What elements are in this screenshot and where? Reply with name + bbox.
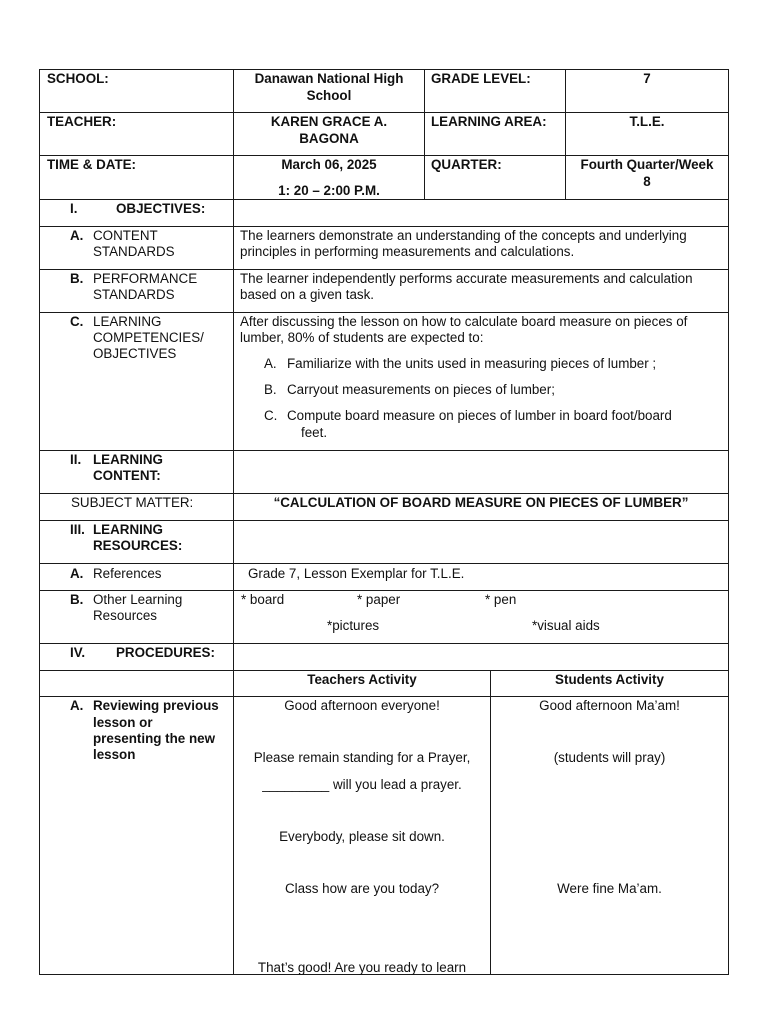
objectives-number: I.: [70, 201, 78, 216]
school-name-line2: School: [306, 88, 352, 103]
objective-item-letter: B.: [264, 382, 277, 397]
row-divider: [39, 312, 729, 313]
section-a-label-line4: lesson: [93, 747, 136, 762]
competencies-label-line1: LEARNING: [93, 314, 162, 329]
references-letter: A.: [70, 566, 84, 581]
objective-item-text: Carryout measurements on pieces of lumber;: [287, 382, 555, 397]
students-activity-header: Students Activity: [555, 672, 664, 687]
teacher-line: That’s good! Are you ready to learn: [257, 960, 467, 975]
subject-matter-label: SUBJECT MATTER:: [71, 495, 194, 510]
row-divider: [39, 226, 729, 227]
learning-content-heading-line2: CONTENT:: [93, 468, 161, 483]
objective-item-letter: C.: [264, 408, 278, 423]
competencies-label-line2: COMPETENCIES/: [93, 330, 204, 345]
resource-item: * paper: [357, 592, 401, 607]
student-line: (students will pray): [553, 750, 666, 765]
teacher-label: TEACHER:: [47, 114, 117, 129]
column-divider: [424, 69, 425, 200]
performance-standards-label-line1: PERFORMANCE: [93, 271, 198, 286]
competencies-intro-line2: lumber, 80% of students are expected to:: [240, 330, 484, 345]
row-divider: [39, 155, 729, 156]
content-standards-label-line1: CONTENT: [93, 228, 158, 243]
teacher-line: Class how are you today?: [284, 881, 440, 896]
teacher-line: Please remain standing for a Prayer,: [253, 750, 471, 765]
teacher-name-line2: BAGONA: [299, 131, 359, 146]
quarter-label: QUARTER:: [431, 157, 502, 172]
resource-item: * pen: [485, 592, 517, 607]
resource-item: *pictures: [327, 618, 380, 633]
learning-resources-heading-line2: RESOURCES:: [93, 538, 183, 553]
row-divider: [39, 269, 729, 270]
resource-item: *visual aids: [532, 618, 600, 633]
teacher-name-line1: KAREN GRACE A.: [270, 114, 388, 129]
row-divider: [39, 450, 729, 451]
time-value: 1: 20 – 2:00 P.M.: [278, 183, 380, 198]
row-divider: [39, 112, 729, 113]
row-divider: [39, 563, 729, 564]
grade-level-value: 7: [643, 71, 651, 86]
teacher-line: Everybody, please sit down.: [279, 829, 445, 844]
content-standards-text-line2: principles in performing measurements and calculations.: [240, 244, 575, 259]
objective-item-text: Compute board measure on pieces of lumber in board foot/board: [287, 408, 672, 423]
teacher-line: Good afternoon everyone!: [284, 698, 440, 713]
performance-standards-letter: B.: [70, 271, 84, 286]
resource-item: * board: [241, 592, 285, 607]
learning-content-heading-line1: LEARNING: [93, 452, 163, 467]
school-label: SCHOOL:: [47, 71, 109, 86]
content-standards-letter: A.: [70, 228, 84, 243]
teachers-activity-header: Teachers Activity: [307, 672, 417, 687]
column-divider: [490, 670, 491, 975]
section-a-label-line3: presenting the new: [93, 731, 216, 746]
objective-item-letter: A.: [264, 356, 277, 371]
row-divider: [39, 520, 729, 521]
procedures-number: IV.: [70, 645, 86, 660]
references-label: References: [93, 566, 162, 581]
learning-area-value: T.L.E.: [629, 114, 665, 129]
school-name-line1: Danawan National High: [254, 71, 404, 86]
content-standards-text-line1: The learners demonstrate an understanding of the concepts and underlying: [240, 228, 687, 243]
other-resources-label-line2: Resources: [93, 608, 158, 623]
row-divider: [39, 590, 729, 591]
learning-content-number: II.: [70, 452, 82, 467]
section-a-label-line2: lesson or: [93, 715, 153, 730]
other-resources-label-line1: Other Learning: [93, 592, 183, 607]
row-divider: [39, 643, 729, 644]
row-divider: [39, 696, 729, 697]
objective-item-text: Familiarize with the units used in measuring pieces of lumber ;: [287, 356, 657, 371]
date-value: March 06, 2025: [281, 157, 377, 172]
references-value: Grade 7, Lesson Exemplar for T.L.E.: [248, 566, 465, 581]
quarter-value-line2: 8: [643, 174, 651, 189]
learning-area-label: LEARNING AREA:: [431, 114, 547, 129]
competencies-letter: C.: [70, 314, 84, 329]
performance-standards-text-line1: The learner independently performs accurate measurements and calculation: [240, 271, 693, 286]
teacher-line: _________ will you lead a prayer.: [262, 777, 462, 792]
competencies-intro-line1: After discussing the lesson on how to calculate board measure on pieces of: [240, 314, 688, 329]
grade-level-label: GRADE LEVEL:: [431, 71, 531, 86]
student-line: Were fine Ma’am.: [557, 881, 662, 896]
content-standards-label-line2: STANDARDS: [93, 244, 175, 259]
section-a-label-line1: Reviewing previous: [93, 698, 219, 713]
learning-resources-number: III.: [70, 522, 85, 537]
performance-standards-text-line2: based on a given task.: [240, 287, 374, 302]
row-divider: [39, 493, 729, 494]
procedures-heading: PROCEDURES:: [116, 645, 215, 660]
objectives-heading: OBJECTIVES:: [116, 201, 206, 216]
time-date-label: TIME & DATE:: [47, 157, 137, 172]
performance-standards-label-line2: STANDARDS: [93, 287, 175, 302]
other-resources-letter: B.: [70, 592, 84, 607]
objective-item-text-continued: feet.: [301, 425, 328, 440]
subject-matter-value: “CALCULATION OF BOARD MEASURE ON PIECES OF LUMBER”: [273, 495, 689, 510]
competencies-label-line3: OBJECTIVES: [93, 346, 177, 361]
row-divider: [39, 670, 729, 671]
section-a-letter: A.: [70, 698, 84, 713]
learning-resources-heading-line1: LEARNING: [93, 522, 163, 537]
quarter-value-line1: Fourth Quarter/Week: [580, 157, 714, 172]
student-line: Good afternoon Ma’am!: [539, 698, 680, 713]
